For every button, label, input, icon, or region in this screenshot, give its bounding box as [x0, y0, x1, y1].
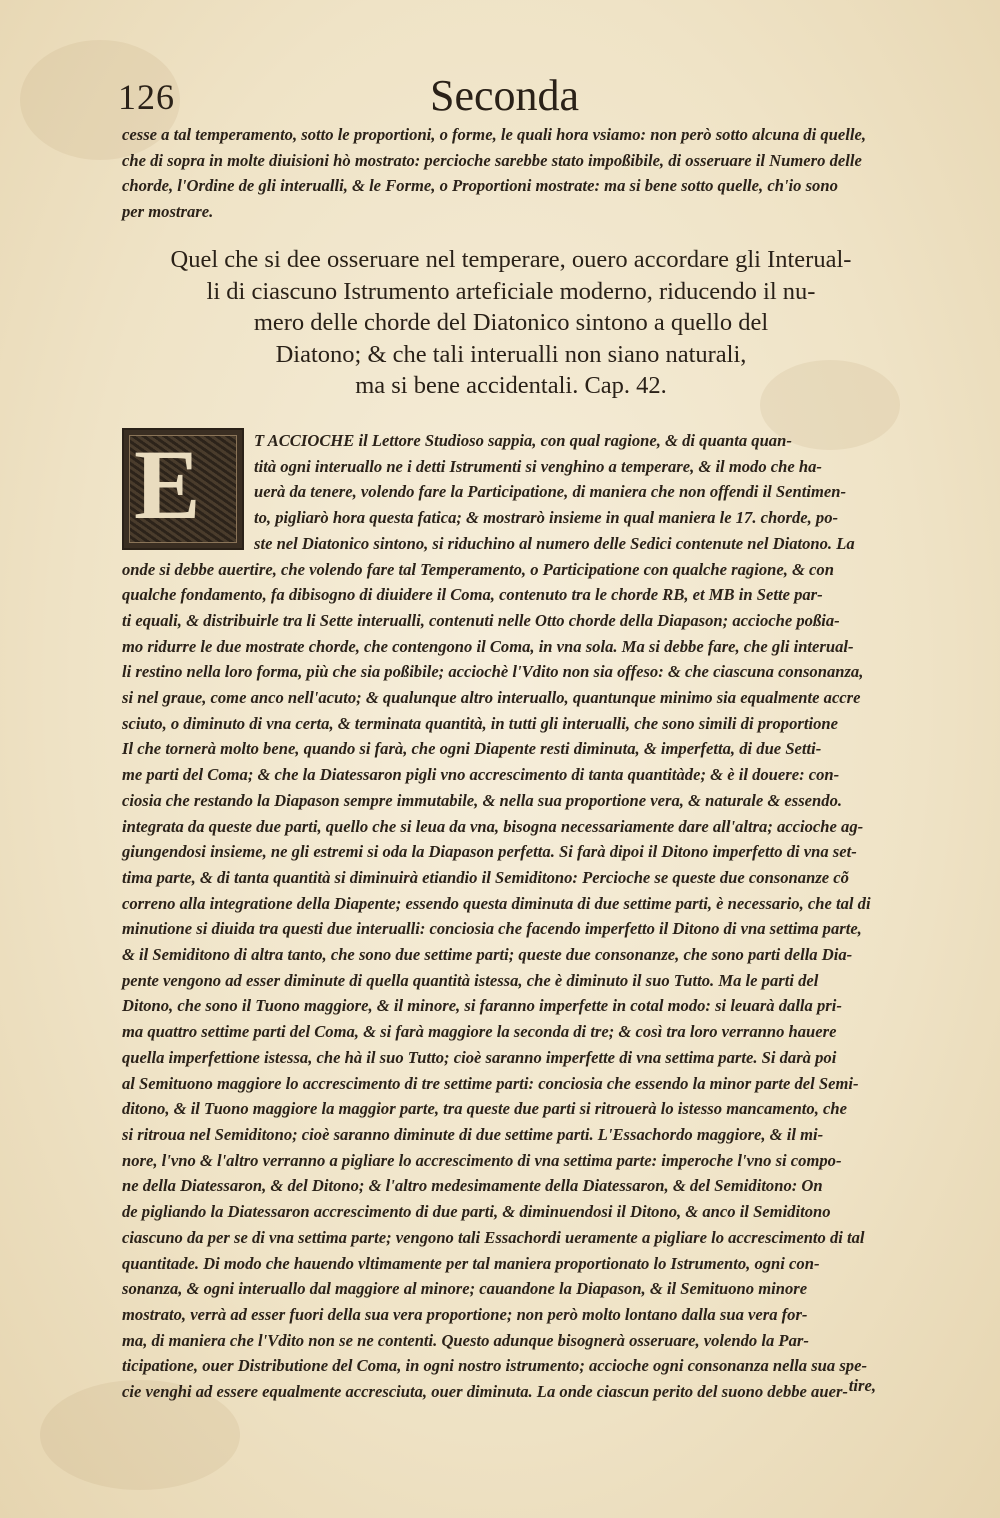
- text-line: mostrato, verrà ad esser fuori della sua vera proportione; non però molto lontano dalla sua vera for-: [122, 1304, 808, 1324]
- text-line: tità ogni interuallo ne i detti Istrumenti si venghino a temperare, & il modo che ha-: [254, 456, 822, 476]
- text-line: ciascuno da per se di vna settima parte; vengono tali Essachordi ueramente a pigliare lo accrescimento di tal: [122, 1227, 865, 1247]
- text-line: giungendosi insieme, ne gli estremi si oda la Diapason perfetta. Si farà dipoi il Ditono imperfetto di vna set-: [122, 842, 857, 862]
- text-line: Il che tornerà molto bene, quando si farà, che ogni Diapente resti diminuta, & imperfetta, di due Setti-: [122, 739, 822, 759]
- text-line: de pigliando la Diatessaron accrescimento di due parti, & diminuendosi il Ditono, & anco il Semiditono: [122, 1202, 831, 1222]
- text-line: minutione si diuida tra questi due interualli: conciosia che facendo imperfetto il Ditono di vna settima parte,: [122, 919, 862, 939]
- text-line: to, pigliarò hora questa fatica; & mostrarò insieme in qual maniera le 17. chorde, po-: [254, 508, 839, 528]
- text-line: quantitade. Di modo che hauendo vltimamente per tal maniera proportionato lo Istrumento, ogni con-: [122, 1253, 820, 1273]
- text-line: che di sopra in molte diuisioni hò mostrato: percioche sarebbe stato impoßibile, di osseruare il Numero delle: [122, 150, 862, 170]
- text-line: chorde, l'Ordine de gli interualli, & le Forme, o Proportioni mostrate: ma si bene sotto quelle, ch'io sono: [122, 176, 838, 196]
- text-line: & il Semiditono di altra tanto, che sono due settime parti; queste due consonanze, che sono parti della Dia-: [122, 945, 853, 965]
- text-line: Ditono, che sono il Tuono maggiore, & il minore, si faranno imperfette in cotal modo: si leuarà dalla pri-: [122, 996, 842, 1016]
- text-line: qualche fondamento, fa dibisogno di diuidere il Coma, contenuto tra le chorde RB, et MB in Sette par-: [122, 585, 823, 605]
- catchword: tire,: [848, 1376, 876, 1395]
- text-line: ciosia che restando la Diapason sempre immutabile, & nella sua proportione vera, & naturale & essendo.: [122, 790, 843, 810]
- text-line: cie venghi ad essere equalmente accresciuta, ouer diminuta. La onde ciascun perito del suono debbe auer-: [122, 1382, 848, 1402]
- heading-line: Diatono; & che tali interualli non siano naturali,: [275, 340, 747, 368]
- text-line: cesse a tal temperamento, sotto le proportioni, o forme, le quali hora vsiamo: non però sotto alcuna di quelle,: [122, 125, 866, 144]
- text-line: onde si debbe auertire, che volendo fare tal Temperamento, o Participatione con qualche ragione, & con: [122, 559, 834, 579]
- text-line: nore, l'vno & l'altro verranno a pigliare lo accrescimento di vna settima parte: imperoche l'vno si compo-: [122, 1150, 842, 1170]
- text-line: ditono, & il Tuono maggiore la maggior parte, tra queste due parti si ritrouerà lo istesso mancamento, che: [122, 1099, 847, 1119]
- text-line: uerà da tenere, volendo fare la Participatione, di maniera che non offendi il Sentimen-: [254, 482, 846, 502]
- text-line: si nel graue, come anco nell'acuto; & qualunque altro interuallo, quantunque minimo sia equalmente accre: [122, 688, 861, 708]
- text-line: ma quattro settime parti del Coma, & si farà maggiore la seconda di tre; & così tra loro verranno hauere: [122, 1022, 837, 1042]
- page-header: [118, 70, 878, 120]
- text-line: sonanza, & ogni interuallo dal maggiore al minore; cauandone la Diapason, & il Semituono minore: [122, 1279, 808, 1299]
- text-line: ma, di maniera che l'Vdito non se ne contenti. Questo adunque bisognerà osseruare, volendo la Par-: [122, 1330, 809, 1350]
- heading-line: li di ciascuno Istrumento arteficiale moderno, riducendo il nu-: [206, 277, 816, 305]
- body-paragraph: [122, 428, 900, 1405]
- text-line: mo ridurre le due mostrate chorde, che contengono il Coma, in vna sola. Ma si debbe fare, che gli interual-: [122, 636, 854, 656]
- heading-line: Quel che si dee osseruare nel temperare, ouero accordare gli Interual-: [170, 246, 852, 273]
- text-line: ste nel Diatonico sintono, si riduchino al numero delle Sedici contenute nel Diatono. La: [254, 533, 855, 553]
- chapter-heading: [150, 244, 872, 402]
- text-line: correno alla integratione della Diapente; essendo questa diminuta di due settime parti, è necessario, che tal di: [122, 893, 871, 913]
- text-line: si ritroua nel Semiditono; cioè saranno diminute di due settime parti. L'Essachordo maggiore, & il mi-: [122, 1124, 824, 1144]
- text-line: al Semituono maggiore lo accrescimento di tre settime parti: conciosia che essendo la minor parte del Semi-: [122, 1073, 859, 1093]
- text-line: T ACCIOCHE il Lettore Studioso sappia, con qual ragione, & di quanta quan-: [254, 431, 792, 450]
- running-title: Seconda: [430, 71, 580, 120]
- text-line: ticipatione, ouer Distributione del Coma, in ogni nostro istrumento; accioche ogni consonanza nella sua spe-: [122, 1356, 867, 1376]
- text-line: pente vengono ad esser diminute di quella quantità istessa, che è diminuto il suo Tutto. Ma le parti del: [122, 970, 819, 990]
- text-line: integrata da queste due parti, quello che si leua da vna, bisogna necessariamente dare all'altra; accioche ag-: [122, 816, 864, 836]
- initial-letter: E: [134, 429, 201, 540]
- page-number: 126: [118, 77, 175, 117]
- text-line: me parti del Coma; & che la Diatessaron pigli vno accrescimento di tanta quantitàde; & è il douere: con-: [122, 765, 840, 785]
- intro-paragraph: [122, 122, 900, 225]
- text-line: quella imperfettione istessa, che hà il suo Tutto; cioè saranno imperfette di vna settima parte. Si darà poi: [122, 1047, 837, 1067]
- text-line: per mostrare.: [122, 202, 214, 222]
- text-line: sciuto, o diminuto di vna certa, & terminata quantità, in tutti gli interualli, che sono simili di proportione: [122, 713, 838, 733]
- heading-line: mero delle chorde del Diatonico sintono a quello del: [253, 309, 769, 336]
- heading-line: ma si bene accidentali. Cap. 42.: [355, 372, 667, 399]
- text-line: li restino nella loro forma, più che sia poßibile; acciochè l'Vdito non sia offeso: & che ciascuna consonanza,: [122, 662, 864, 682]
- text-line: tima parte, & di tanta quantità si diminuirà etiandio il Semiditono: Percioche se queste due consonanze cõ: [122, 867, 849, 887]
- text-line: ne della Diatessaron, & del Ditono; & l'altro medesimamente della Diatessaron, & del Semiditono: On: [122, 1176, 823, 1196]
- text-line: ti equali, & distribuirle tra li Sette interualli, contenuti nelle Otto chorde della Diapason; accioche poßia-: [122, 610, 840, 630]
